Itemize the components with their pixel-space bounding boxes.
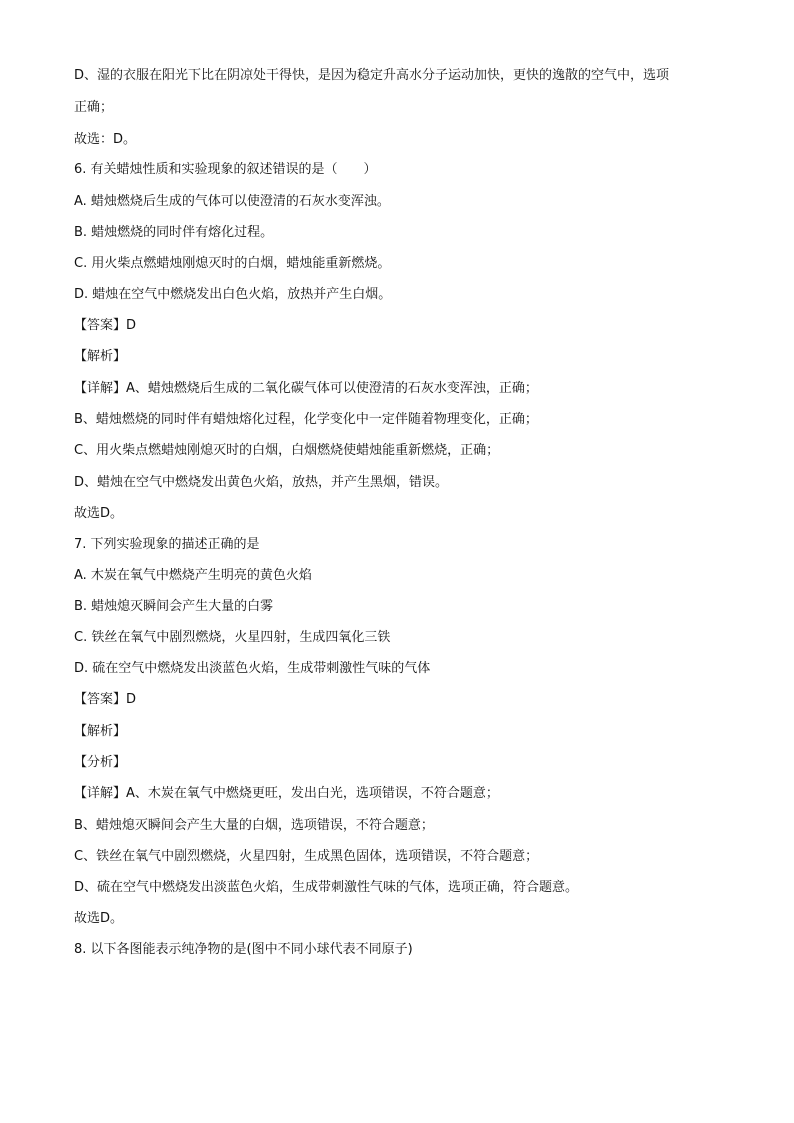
text-line: 故选：D。 [74,132,137,147]
option-d: D. 蜡烛在空气中燃烧发出白色火焰，放热并产生白烟。 [74,287,392,302]
option-c: C. 铁丝在氧气中剧烈燃烧，火星四射，生成四氧化三铁 [74,630,391,645]
analysis-label: 【解析】 [74,724,127,739]
detail-line: C、用火柴点燃蜡烛刚熄灭时的白烟，白烟燃烧使蜡烛能重新燃烧，正确； [74,443,500,458]
conclusion: 故选D。 [74,911,124,926]
detail-line: B、蜡烛熄灭瞬间会产生大量的白烟，选项错误，不符合题意； [74,818,434,833]
analysis-label: 【解析】 [74,349,127,364]
detail-line: 【详解】A、木炭在氧气中燃烧更旺，发出白光，选项错误，不符合题意； [74,786,499,801]
option-d: D. 硫在空气中燃烧发出淡蓝色火焰，生成带刺激性气味的气体 [74,661,431,676]
text-line: D、湿的衣服在阳光下比在阴凉处干得快，是因为稳定升高水分子运动加快，更快的逸散的空气中，选项 [74,68,670,83]
option-a: A. 木炭在氧气中燃烧产生明亮的黄色火焰 [74,568,312,583]
question-7: 7. 下列实验现象的描述正确的是 [74,537,260,552]
text-line: 正确； [74,100,114,115]
detail-line: B、蜡烛燃烧的同时伴有蜡烛熔化过程，化学变化中一定伴随着物理变化，正确； [74,412,538,427]
option-c: C. 用火柴点燃蜡烛刚熄灭时的白烟，蜡烛能重新燃烧。 [74,256,391,271]
option-b: B. 蜡烛熄灭瞬间会产生大量的白雾 [74,599,274,614]
conclusion: 故选D。 [74,506,124,521]
option-a: A. 蜡烛燃烧后生成的气体可以使澄清的石灰水变浑浊。 [74,194,390,209]
question-6: 6. 有关蜡烛性质和实验现象的叙述错误的是（ ） [74,162,377,177]
question-8: 8. 以下各图能表示纯净物的是(图中不同小球代表不同原子) [74,942,413,957]
detail-line: D、硫在空气中燃烧发出淡蓝色火焰，生成带刺激性气味的气体，选项正确，符合题意。 [74,880,579,895]
analysis-sub-label: 【分析】 [74,755,127,770]
detail-line: 【详解】A、蜡烛燃烧后生成的二氧化碳气体可以使澄清的石灰水变浑浊，正确； [74,381,538,396]
answer-label: 【答案】D [74,692,137,707]
detail-line: C、铁丝在氧气中剧烈燃烧，火星四射，生成黑色固体，选项错误，不符合题意； [74,849,539,864]
option-b: B. 蜡烛燃烧的同时伴有熔化过程。 [74,225,274,240]
answer-label: 【答案】D [74,318,137,333]
detail-line: D、蜡烛在空气中燃烧发出黄色火焰，放热，并产生黑烟，错误。 [74,475,449,490]
